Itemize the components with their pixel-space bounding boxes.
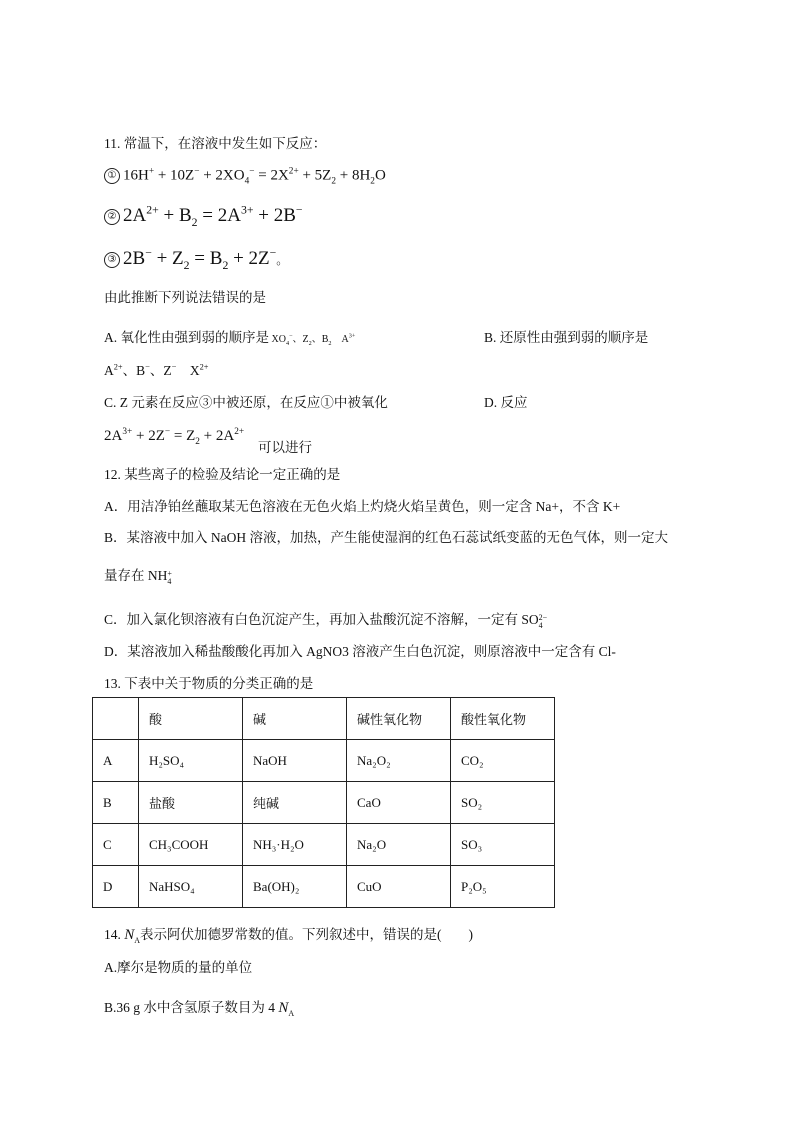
circle-mark-1: ①: [104, 168, 120, 184]
avogadro-symbol: $N_A$: [278, 1000, 295, 1018]
table-cell: NaOH: [243, 740, 347, 782]
table-cell: P₂O₅: [451, 866, 555, 908]
q12-option-b-line2: 量存在 NH + 4: [104, 568, 172, 586]
table-row: [93, 740, 555, 782]
table-row: [93, 824, 555, 866]
table-cell: NH₃·H₂O: [243, 824, 347, 866]
table-cell: 纯碱: [243, 782, 347, 824]
table-cell: Ba(OH)₂: [243, 866, 347, 908]
classification-table: [92, 697, 555, 908]
q11-option-b-order: $A^{2+}$、B−、Z− $X^{2+}$: [104, 362, 209, 378]
table-header-row: [93, 698, 555, 740]
equation-2: ② $2A^{2+} + B_2 = 2A^{3+} + 2B^-$: [104, 206, 303, 225]
table-header-cell: 碱: [243, 698, 347, 740]
table-header-cell: 碱性氧化物: [347, 698, 451, 740]
q11-option-a: A. 氧化性由强到弱的顺序是 $XO_4^-$、$Z_2$、$B_2$ $A^{3+}$: [104, 330, 356, 347]
table-header-cell: 酸: [139, 698, 243, 740]
circle-mark-3: ③: [104, 252, 120, 268]
q12-option-c: C．加入氯化钡溶液有白色沉淀产生，再加入盐酸沉淀不溶解，一定有 SO 2− 4: [104, 612, 548, 630]
table-row: [93, 782, 555, 824]
table-cell: C: [93, 824, 139, 866]
table-header-cell: [93, 698, 139, 740]
q12-option-a: A．用洁净铂丝蘸取某无色溶液在无色火焰上灼烧火焰呈黄色，则一定含 Na+，不含 K+: [104, 499, 621, 514]
equation-1: ① $16H^+ + 10Z^- + 2XO_4^- = 2X^{2+} + 5Z_2 + 8H_2O$: [104, 168, 386, 184]
circle-mark-2: ②: [104, 209, 120, 225]
equation-3: ③ $2B^- + Z_2 = B_2 + 2Z^-$。: [104, 249, 288, 268]
table-cell: Na₂O: [347, 824, 451, 866]
table-cell: NaHSO₄: [139, 866, 243, 908]
q11-stem: 11. 常温下，在溶液中发生如下反应：: [104, 136, 327, 151]
q11-option-d-label: D. 反应: [484, 395, 528, 410]
q12-stem: 12. 某些离子的检验及结论一定正确的是: [104, 467, 341, 482]
table-cell: H₂SO₄: [139, 740, 243, 782]
table-cell: Na₂O₂: [347, 740, 451, 782]
table-cell: B: [93, 782, 139, 824]
q11-option-d-tail: 可以进行: [258, 440, 312, 455]
q14-option-b: B.36 g 水中含氢原子数目为 4 $N_A$: [104, 1000, 295, 1018]
table-header-cell: 酸性氧化物: [451, 698, 555, 740]
table-cell: SO₂: [451, 782, 555, 824]
q14-option-a: A.摩尔是物质的量的单位: [104, 960, 253, 975]
table-cell: CO₂: [451, 740, 555, 782]
q11-question: 由此推断下列说法错误的是: [104, 290, 266, 305]
table-cell: D: [93, 866, 139, 908]
q14-stem: 14. $N_A$表示阿伏加德罗常数的值。下列叙述中，错误的是( ): [104, 927, 474, 945]
avogadro-symbol: $N_A$: [124, 927, 141, 945]
table-cell: A: [93, 740, 139, 782]
table-cell: SO₃: [451, 824, 555, 866]
q13-stem: 13. 下表中关于物质的分类正确的是: [104, 676, 314, 691]
table-cell: CuO: [347, 866, 451, 908]
q11-option-c: C. Z 元素在反应③中被还原，在反应①中被氧化: [104, 395, 388, 410]
table-cell: CaO: [347, 782, 451, 824]
table-row: [93, 866, 555, 908]
table-cell: CH₃COOH: [139, 824, 243, 866]
q12-option-b-line1: B．某溶液中加入 NaOH 溶液，加热，产生能使湿润的红色石蕊试纸变蓝的无色气体，则一定大: [104, 530, 668, 545]
q12-option-d: D．某溶液加入稀盐酸酸化再加入 AgNO3 溶液产生白色沉淀，则原溶液中一定含有 Cl-: [104, 644, 616, 659]
table-cell: 盐酸: [139, 782, 243, 824]
q11-option-b: B. 还原性由强到弱的顺序是: [484, 330, 649, 345]
q11-option-d-equation: $2A^{3+} + 2Z^- = Z_2 + 2A^{2+}$: [104, 427, 245, 447]
